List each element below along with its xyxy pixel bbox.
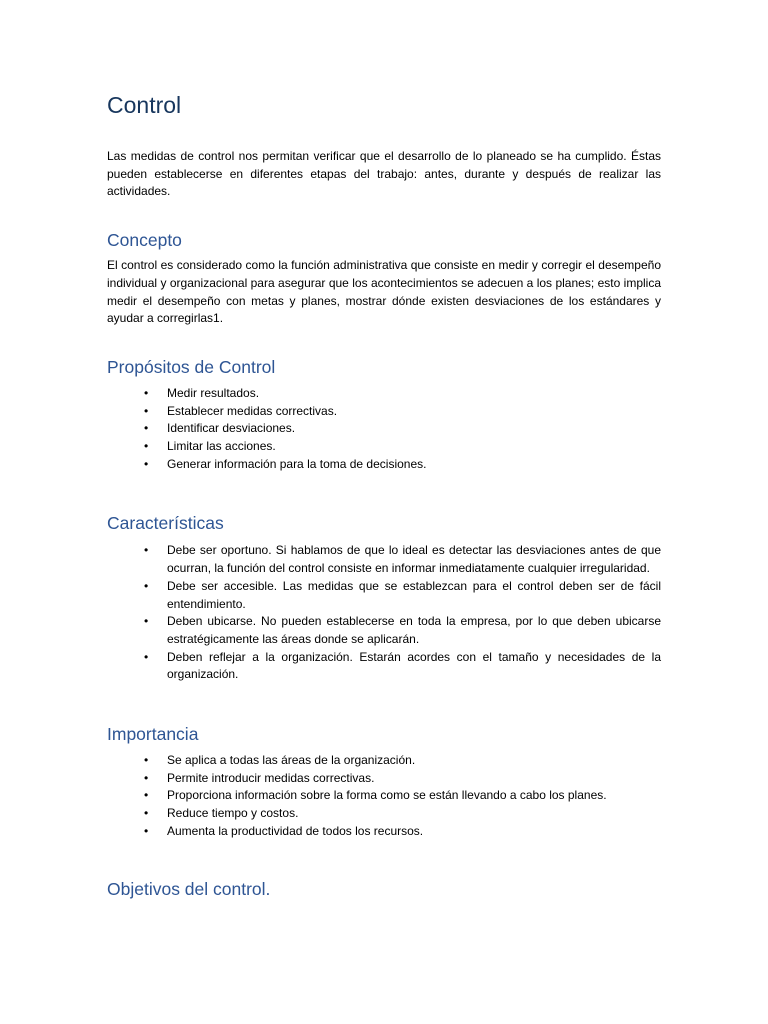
bullet-icon: •	[144, 439, 149, 454]
list-item	[107, 403, 661, 421]
list-item-text: Reduce tiempo y costos.	[167, 806, 299, 821]
bullet-icon: •	[144, 770, 149, 785]
bullet-icon: •	[144, 456, 149, 471]
bullet-icon: •	[144, 823, 149, 838]
list-item-text: Generar información para la toma de decisiones.	[167, 456, 427, 471]
bullet-icon: •	[144, 385, 149, 400]
list-item	[107, 385, 661, 403]
list-item-text: Debe ser oportuno. Si hablamos de que lo ideal es detectar las desviaciones antes de que ocurran, la función del control consiste en informar inmediatamente cualquier irregularidad.	[167, 543, 661, 576]
list-item-text: Deben reflejar a la organización. Estarán acordes con el tamaño y necesidades de la organización.	[167, 649, 661, 682]
page-title: Control	[107, 92, 182, 118]
propositos-list	[107, 385, 661, 474]
list-item-text: Deben ubicarse. No pueden establecerse en toda la empresa, por lo que deben ubicarse estratégicamente las áreas donde se aplicarán.	[167, 614, 661, 646]
list-item	[107, 770, 661, 788]
bullet-icon: •	[144, 421, 149, 436]
list-item-text: Se aplica a todas las áreas de la organización.	[167, 753, 416, 768]
bullet-icon: •	[144, 788, 149, 803]
list-item	[107, 752, 661, 770]
list-item	[107, 649, 661, 684]
heading-propositos: Propósitos de Control	[107, 356, 276, 377]
list-item-text: Establecer medidas correctivas.	[167, 403, 338, 418]
intro-paragraph: Las medidas de control nos permitan verificar que el desarrollo de lo planeado se ha cumplido. Éstas pueden establecerse en diferentes etapas del trabajo: antes, durante y después de realizar las actividades.	[107, 149, 661, 199]
list-item	[107, 542, 661, 577]
document-content	[107, 90, 661, 901]
list-item	[107, 578, 661, 613]
list-item	[107, 787, 661, 805]
bullet-icon: •	[144, 806, 149, 821]
bullet-icon: •	[144, 578, 149, 593]
heading-concepto: Concepto	[107, 230, 182, 251]
list-item	[107, 438, 661, 456]
bullet-icon: •	[144, 649, 149, 664]
heading-importancia: Importancia	[107, 724, 199, 745]
list-item-text: Proporciona información sobre la forma como se están llevando a cabo los planes.	[167, 788, 607, 803]
list-item	[107, 805, 661, 823]
list-item	[107, 456, 661, 474]
heading-objetivos: Objetivos del control.	[107, 878, 271, 899]
bullet-icon: •	[144, 403, 149, 418]
list-item-text: Limitar las acciones.	[167, 439, 276, 454]
bullet-icon: •	[144, 753, 149, 768]
caracteristicas-list	[107, 542, 661, 684]
list-item-text: Debe ser accesible. Las medidas que se establezcan para el control deben ser de fácil entendimiento.	[167, 578, 661, 611]
list-item	[107, 420, 661, 438]
list-item-text: Aumenta la productividad de todos los recursos.	[167, 823, 424, 838]
bullet-icon: •	[144, 543, 149, 558]
heading-caracteristicas: Características	[107, 513, 224, 534]
list-item-text: Medir resultados.	[167, 385, 260, 400]
list-item-text: Identificar desviaciones.	[167, 421, 296, 436]
list-item-text: Permite introducir medidas correctivas.	[167, 770, 375, 785]
list-item	[107, 613, 661, 648]
bullet-icon: •	[144, 614, 149, 629]
list-item	[107, 823, 661, 841]
concepto-paragraph: El control es considerado como la función administrativa que consiste en medir y corregir el desempeño individual y organizacional para asegurar que los acontecimientos se adecuen a los planes; esto implica medir el desempeño con metas y planes, mostrar dónde existen desviaciones de los estándares y ayudar a corregirlas1.	[107, 258, 661, 326]
importancia-list	[107, 752, 661, 841]
